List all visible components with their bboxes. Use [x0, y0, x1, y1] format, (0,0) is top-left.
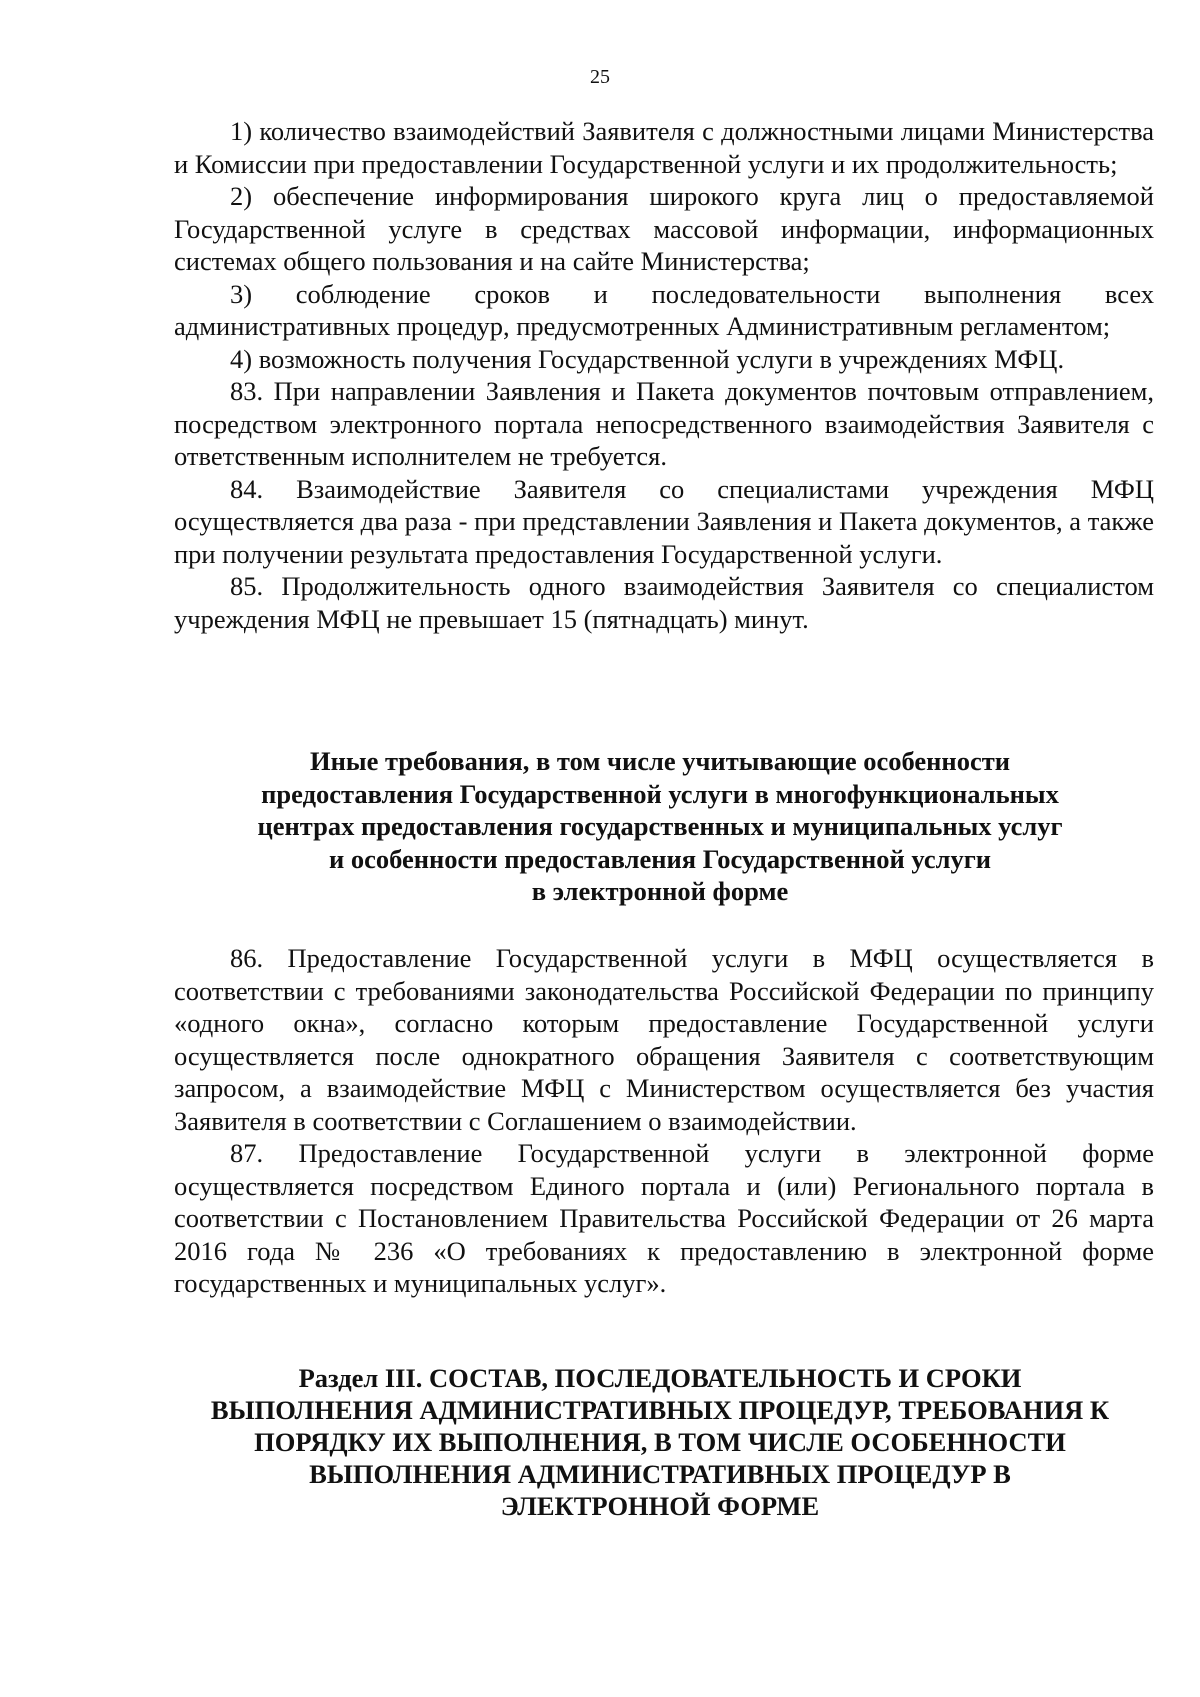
paragraph-86: 86. Предоставление Государственной услуги в МФЦ осуществляется в соответствии с требованиями законодательства Российской Федерации по принципу «одного окна», согласно которым предоставление Государственной услуги осуществляется после однократного обращения Заявителя с соответствующим запросом, а взаимодействие МФЦ с Министерством осуществляется без участия Заявителя в соответствии с Соглашением о взаимодействии. — [174, 943, 1154, 1136]
paragraph-block-1 — [174, 115, 1154, 635]
paragraph-block-2 — [174, 942, 1154, 1300]
heading-line: ПОРЯДКУ ИХ ВЫПОЛНЕНИЯ, В ТОМ ЧИСЛЕ ОСОБЕННОСТИ — [254, 1427, 1066, 1457]
paragraph-84: 84. Взаимодействие Заявителя со специалистами учреждения МФЦ осуществляется два раза - при представлении Заявления и Пакета документов, а также при получении результата предоставления Государственной услуги. — [174, 473, 1154, 569]
paragraph-4: 4) возможность получения Государственной услуги в учреждениях МФЦ. — [230, 343, 1065, 374]
page-number: 25 — [590, 66, 610, 88]
heading-line: и особенности предоставления Государственной услуги — [328, 843, 992, 874]
paragraph-83: 83. При направлении Заявления и Пакета документов почтовым отправлением, посредством электронного портала непосредственного взаимодействия Заявителя с ответственным исполнителем не требуется. — [174, 376, 1154, 471]
heading-line: ВЫПОЛНЕНИЯ АДМИНИСТРАТИВНЫХ ПРОЦЕДУР, ТРЕБОВАНИЯ К — [210, 1395, 1110, 1425]
paragraph-2: 2) обеспечение информирования широкого круга лиц о предоставляемой Государственной услуге в средствах массовой информации, информационных системах общего пользования и на сайте Министерства; — [174, 181, 1154, 276]
paragraph-85: 85. Продолжительность одного взаимодействия Заявителя со специалистом учреждения МФЦ не превышает 15 (пятнадцать) минут. — [174, 571, 1154, 634]
paragraph-1: 1) количество взаимодействий Заявителя с должностными лицами Министерства и Комиссии при предоставлении Государственной услуги и их продолжительность; — [174, 116, 1154, 179]
heading-line: ВЫПОЛНЕНИЯ АДМИНИСТРАТИВНЫХ ПРОЦЕДУР В — [309, 1459, 1011, 1489]
heading-line: предоставления Государственной услуги в многофункциональных — [261, 778, 1059, 809]
heading-line: центрах предоставления государственных и муниципальных услуг — [257, 811, 1063, 841]
heading-line: Раздел III. СОСТАВ, ПОСЛЕДОВАТЕЛЬНОСТЬ И СРОКИ — [298, 1363, 1022, 1393]
heading-line: Иные требования, в том числе учитывающие особенности — [310, 746, 1010, 776]
paragraph-87: 87. Предоставление Государственной услуги в электронной форме осуществляется посредством Единого портала и (или) Регионального портала в соответствии с Постановлением Правительства Российской Федерации от 26 марта 2016 года № 236 «О требованиях к предоставлению в электронной форме государственных и муниципальных услуг». — [174, 1138, 1154, 1298]
section-heading-other-requirements — [160, 745, 1160, 908]
heading-line: в электронной форме — [531, 876, 789, 906]
section-heading-part-3 — [150, 1362, 1170, 1522]
paragraph-3: 3) соблюдение сроков и последовательности выполнения всех административных процедур, предусмотренных Административным регламентом; — [174, 278, 1154, 341]
heading-line: ЭЛЕКТРОННОЙ ФОРМЕ — [500, 1491, 820, 1521]
